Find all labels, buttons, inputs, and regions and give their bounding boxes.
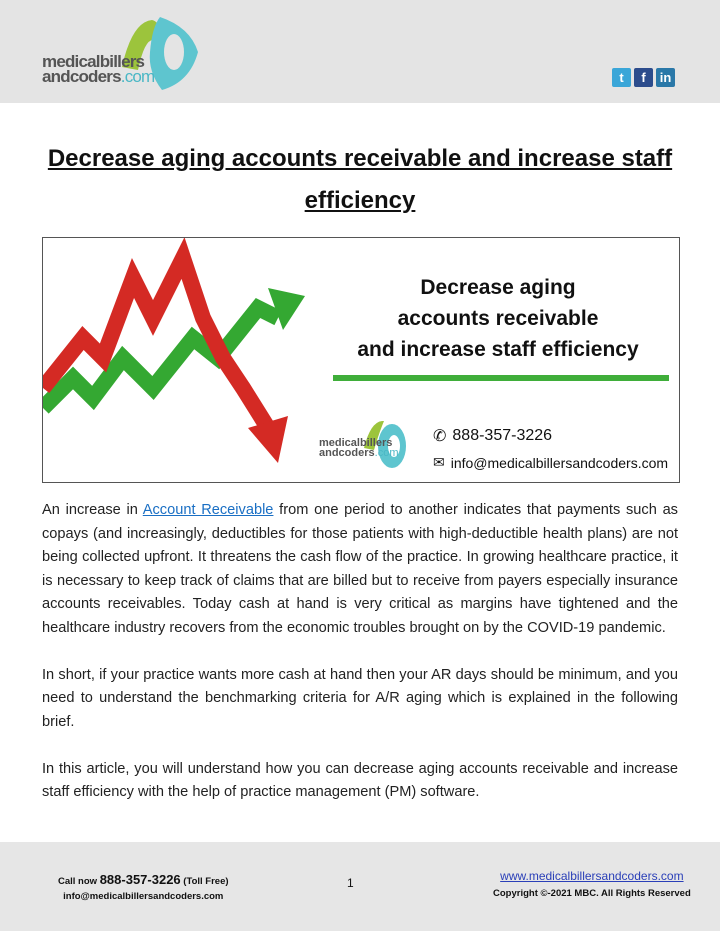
facebook-icon[interactable]: f: [634, 68, 653, 87]
footer-email: info@medicalbillersandcoders.com: [63, 891, 224, 902]
banner-heading-line: Decrease aging: [420, 276, 576, 299]
page-footer: [0, 842, 720, 931]
article-body: [42, 499, 678, 828]
banner-logo-suffix: .com: [374, 447, 399, 459]
banner-email-text: info@medicalbillersandcoders.com: [450, 454, 669, 471]
banner-phone: [433, 426, 552, 446]
trend-arrows-icon: [43, 238, 323, 483]
footer-right: [493, 868, 691, 902]
paragraph: In short, if your practice wants more cash at hand then your AR days should be minimum, and you need to understand the benchmarking criteria for A/R aging which is explained in the following brief.: [42, 666, 678, 730]
banner-heading-line: accounts receivable: [397, 307, 599, 330]
company-logo[interactable]: [40, 12, 210, 92]
paragraph: [42, 499, 678, 640]
twitter-icon[interactable]: t: [612, 68, 631, 87]
mail-icon: ✉: [433, 454, 445, 470]
banner-phone-text: 888-357-3226: [452, 427, 553, 444]
footer-toll-label: (Toll Free): [180, 876, 229, 887]
copyright: Copyright ©-2021 MBC. All Rights Reserved: [493, 888, 691, 899]
logo-text-suffix: .com: [120, 67, 155, 86]
text: from one period to another indicates that payments such as copays (and increasingly, deductibles for those patients with high-deductible health plans) are not being collected upfront. It threatens the cash flow of the practice. In growing healthcare practice, it is necessary to keep track of claims that are billed but to receive from payers especially insurance accounts receivables. Today cash at hand is very critical as margins have tightened and the healthcare industry recovers from the economic troubles brought on by the COVID-19 pandemic.: [42, 502, 678, 636]
paragraph: In this article, you will understand how you can decrease aging accounts receivable and increase staff efficiency with the help of practice management (PM) software.: [42, 760, 678, 800]
banner-image: [42, 237, 680, 483]
page-number: 1: [347, 876, 354, 890]
website-link[interactable]: www.medicalbillersandcoders.com: [500, 869, 684, 883]
account-receivable-link[interactable]: Account Receivable: [142, 502, 274, 518]
footer-phone: 888-357-3226: [99, 872, 181, 887]
logo-text-line1: medicalbillers: [42, 52, 145, 71]
banner-logo: [319, 428, 399, 459]
social-links: [612, 68, 675, 87]
page-title: Decrease aging accounts receivable and increase staff efficiency: [47, 145, 673, 214]
footer-call-label: Call now: [58, 876, 100, 887]
text: An increase in: [42, 502, 143, 518]
banner-logo-line2: andcoders: [319, 447, 375, 459]
page-header: [0, 0, 720, 103]
banner-divider: [333, 375, 669, 381]
footer-contact: [58, 872, 229, 904]
phone-icon: ✆: [433, 428, 447, 445]
linkedin-icon[interactable]: in: [656, 68, 675, 87]
logo-text-line2: andcoders: [42, 67, 121, 86]
banner-email: [433, 454, 668, 471]
banner-heading-line: and increase staff efficiency: [357, 338, 639, 361]
banner-logo-line1: medicalbillers: [319, 437, 393, 449]
banner-heading: [333, 272, 663, 365]
